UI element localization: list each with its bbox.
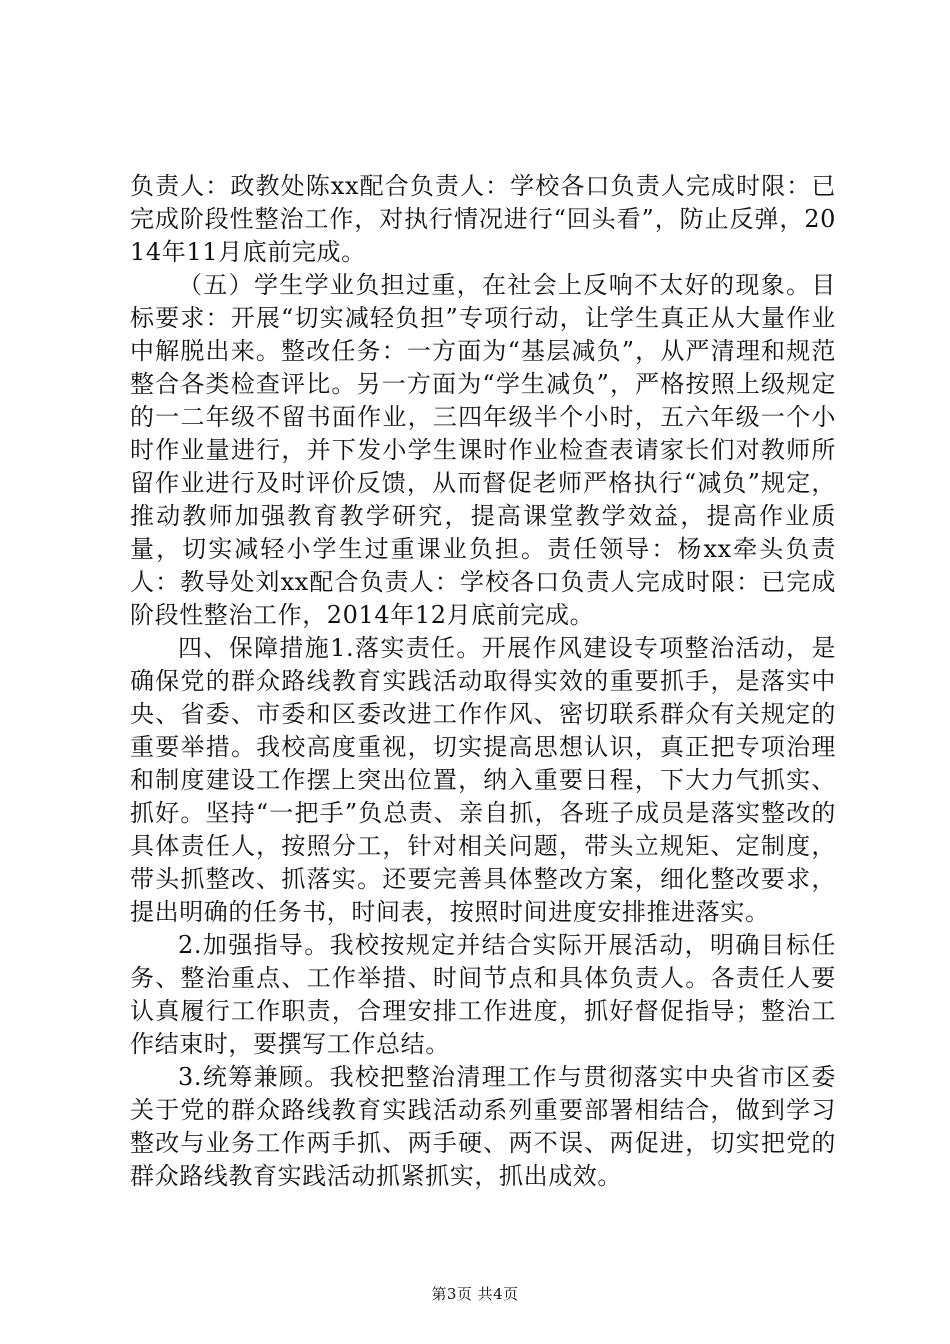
page-number-footer: 第3页 共4页 — [431, 1285, 519, 1303]
paragraph-item-five: （五）学生学业负担过重，在社会上反响不太好的现象。目标要求：开展“切实减轻负担”专项行动，让学生真正从大量作业中解脱出来。整改任务：一方面为“基层减负”，从严清理和规范整合各类检查评比。另一方面为“学生减负”，严格按照上级规定的一二年级不留书面作业，三四年级半个小时，五六年级一个小时作业量进行，并下发小学生课时作业检查表请家长们对教师所留作业进行及时评价反馈，从而督促老师严格执行“减负”规定，推动教师加强教育教学研究，提高课堂教学效益，提高作业质量，切实减轻小学生过重课业负担。责任领导：杨xx牵头负责人：教导处刘xx配合负责人：学校各口负责人完成时限：已完成阶段性整治工作，2014年12月底前完成。 — [130, 271, 836, 629]
paragraph-coordination: 3.统筹兼顾。我校把整治清理工作与贯彻落实中央省市区委关于党的群众路线教育实践活动系列重要部署相结合，做到学习整改与业务工作两手抓、两手硬、两不误、两促进，切实把党的群众路线教育实践活动抓紧抓实，抓出成效。 — [130, 1063, 836, 1190]
paragraph-guidance: 2.加强指导。我校按规定并结合实际开展活动，明确目标任务、整治重点、工作举措、时间节点和具体负责人。各责任人要认真履行工作职责，合理安排工作进度，抓好督促指导；整治工作结束时，要撰写工作总结。 — [130, 931, 836, 1058]
paragraph-safeguard-measures: 四、保障措施1.落实责任。开展作风建设专项整治活动，是确保党的群众路线教育实践活动取得实效的重要抓手，是落实中央、省委、市委和区委改进工作作风、密切联系群众有关规定的重要举措。我校高度重视，切实提高思想认识，真正把专项治理和制度建设工作摆上突出位置，纳入重要日程，下大力气抓实、抓好。坚持“一把手”负总责、亲自抓，各班子成员是落实整改的具体责任人，按照分工，针对相关问题，带头立规矩、定制度，带头抓整改、抓落实。还要完善具体整改方案，细化整改要求，提出明确的任务书，时间表，按照时间进度安排推进落实。 — [130, 634, 836, 926]
paragraph-responsibility: 负责人：政教处陈xx配合负责人：学校各口负责人完成时限：已完成阶段性整治工作，对执行情况进行“回头看”，防止反弹，2014年11月底前完成。 — [130, 172, 836, 266]
document-body — [130, 170, 836, 1193]
